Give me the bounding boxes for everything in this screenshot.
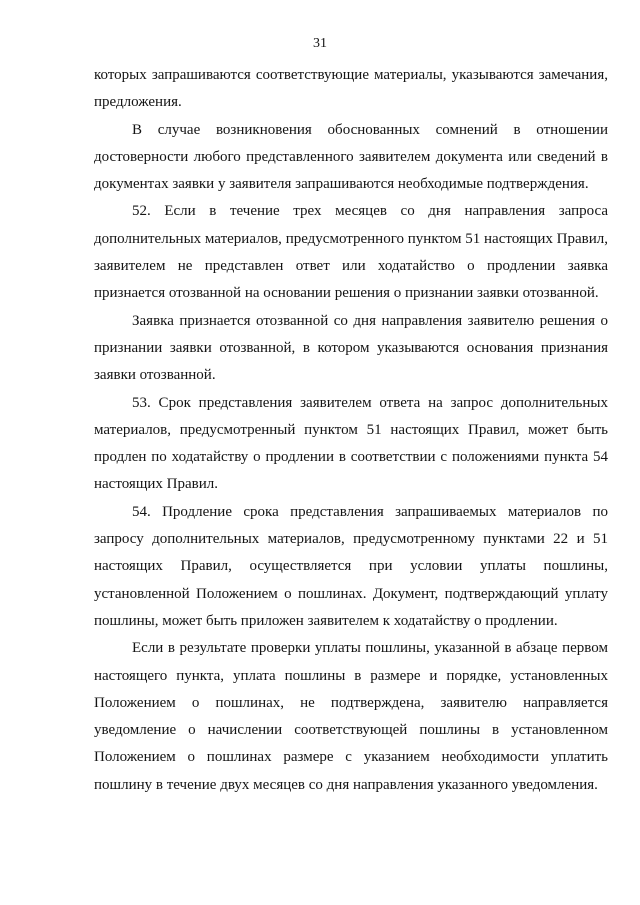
paragraph-doubts-confirmation: В случае возникновения обоснованных сомнений в отношении достоверности любого представленного заявителем документа или сведений в документах заявки у заявителя запрашиваются необходимые подтверждения. (94, 121, 608, 193)
paragraph-item-53: 53. Срок представления заявителем ответа на запрос дополнительных материалов, предусмотренный пунктом 51 настоящих Правил, может быть продлен по ходатайству о продлении в соответствии с положениями пункта 54 настоящих Правил. (94, 394, 608, 493)
document-body (94, 62, 608, 799)
paragraph-item-54: 54. Продление срока представления запрашиваемых материалов по запросу дополнительных материалов, предусмотренному пунктами 22 и 51 настоящих Правил, осуществляется при условии уплаты пошлины, установленной Положением о пошлинах. Документ, подтверждающий уплату пошлины, может быть приложен заявителем к ходатайству о продлении. (94, 503, 608, 629)
paragraph-item-52: 52. Если в течение трех месяцев со дня направления запроса дополнительных материалов, предусмотренного пунктом 51 настоящих Правил, заявителем не представлен ответ или ходатайство о продлении заявка признается отозванной на основании решения о признании заявки отозванной. (94, 203, 608, 302)
paragraph-continuation: которых запрашиваются соответствующие материалы, указываются замечания, предложения. (94, 67, 608, 111)
page-number: 31 (313, 36, 327, 51)
paragraph-fee-verification: Если в результате проверки уплаты пошлины, указанной в абзаце первом настоящего пункта, уплата пошлины в размере и порядке, установленных Положением о пошлинах, не подтверждена, заявителю направляется уведомление о начислении соответствующей пошлины в установленном Положением о пошлинах размере с указанием необходимости уплатить пошлину в течение двух месяцев со дня направления указанного уведомления. (94, 640, 608, 793)
paragraph-withdrawal-date: Заявка признается отозванной со дня направления заявителю решения о признании заявки отозванной, в котором указываются основания признания заявки отозванной. (94, 312, 608, 384)
